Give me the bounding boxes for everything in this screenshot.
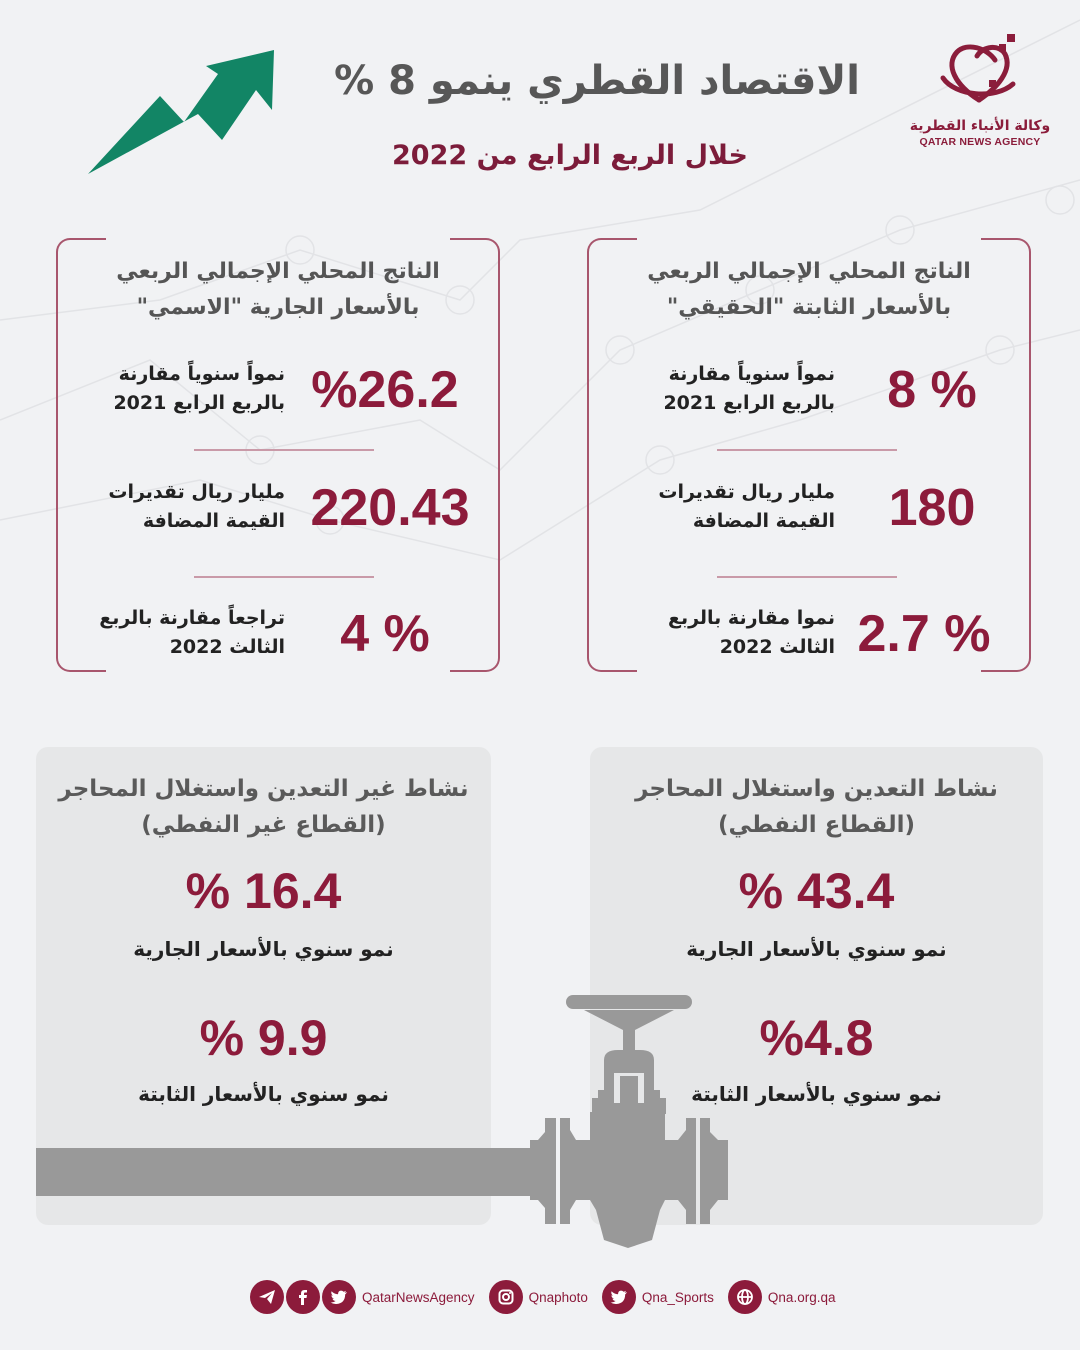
oil-sector-card (590, 747, 1043, 1225)
stat-value: 8 % (887, 361, 977, 419)
stat-value: %26.2 (311, 361, 459, 419)
social-handle-qnaphoto[interactable]: Qnaphoto (528, 1289, 588, 1305)
divider (194, 449, 374, 451)
stat-row (56, 594, 500, 674)
stat-value: 4 % (340, 605, 430, 663)
twitter-icon[interactable] (322, 1280, 356, 1314)
title-line-2: بالأسعار الثابتة "الحقيقي" (666, 295, 952, 320)
desc-line-1: مليار ريال تقديرات (108, 481, 285, 503)
social-footer (250, 1279, 849, 1315)
divider (717, 576, 897, 578)
desc-line-2: الثالث 2022 (719, 636, 835, 658)
desc-line-1: نمواً سنوياً مقارنة (668, 363, 835, 385)
stat-row (587, 594, 1031, 674)
qna-logo (905, 30, 1055, 160)
desc-line-2: بالربع الرابع 2021 (113, 392, 285, 414)
desc-line-1: تراجعاً مقارنة بالربع (99, 607, 285, 629)
logo-name-arabic: وكالة الأنباء القطرية (909, 118, 1051, 134)
title-line-2: بالأسعار الجارية "الاسمي" (136, 295, 420, 320)
stat-row (56, 350, 500, 430)
constant-growth-value: % 9.9 (199, 1010, 328, 1066)
stat-description (99, 604, 285, 662)
stat-description (668, 604, 835, 662)
stat-value: 180 (888, 479, 976, 537)
desc-line-2: الثالث 2022 (169, 636, 285, 658)
current-growth-label: نمو سنوي بالأسعار الجارية (133, 937, 394, 961)
divider (194, 576, 374, 578)
constant-growth-label: نمو سنوي بالأسعار الثابتة (691, 1082, 942, 1106)
desc-line-1: نمواً سنوياً مقارنة (118, 363, 285, 385)
title-line-1: الناتج المحلي الإجمالي الربعي (647, 259, 971, 284)
divider (717, 449, 897, 451)
desc-line-1: نموا مقارنة بالربع (667, 607, 835, 629)
gdp-nominal-title (76, 254, 480, 326)
trend-up-arrow-icon (88, 48, 278, 178)
logo-name-english: QATAR NEWS AGENCY (919, 136, 1041, 148)
instagram-icon[interactable] (489, 1280, 523, 1314)
stat-value: 220.43 (310, 479, 470, 537)
telegram-icon[interactable] (250, 1280, 284, 1314)
globe-icon[interactable] (728, 1280, 762, 1314)
current-growth-value: % 43.4 (738, 863, 895, 919)
twitter-icon[interactable] (602, 1280, 636, 1314)
stat-value: 2.7 % (857, 605, 991, 663)
stat-row (587, 468, 1031, 548)
stat-description (108, 478, 285, 536)
facebook-icon[interactable] (286, 1280, 320, 1314)
title-line-1: الناتج المحلي الإجمالي الربعي (116, 259, 440, 284)
non-oil-sector-title (46, 771, 481, 843)
gdp-real-title (607, 254, 1011, 326)
stat-description (663, 360, 835, 418)
website-link[interactable]: Qna.org.qa (767, 1289, 836, 1305)
stat-description (658, 478, 835, 536)
title-line-2: (القطاع غير النفطي) (141, 812, 386, 838)
non-oil-sector-card (36, 747, 491, 1225)
current-growth-value: % 16.4 (185, 863, 342, 919)
gdp-real-card (587, 238, 1031, 672)
desc-line-2: القيمة المضافة (142, 510, 285, 532)
social-handle-qatarnewsagency[interactable]: QatarNewsAgency (362, 1289, 475, 1305)
qna-emblem-icon (935, 30, 1025, 110)
stat-row (587, 350, 1031, 430)
page-subtitle: خلال الربع الرابع من 2022 (392, 140, 748, 171)
oil-sector-title (600, 771, 1033, 843)
desc-line-2: بالربع الرابع 2021 (663, 392, 835, 414)
desc-line-1: مليار ريال تقديرات (658, 481, 835, 503)
stat-row (56, 468, 500, 548)
stat-description (113, 360, 285, 418)
constant-growth-value: %4.8 (759, 1010, 874, 1066)
constant-growth-label: نمو سنوي بالأسعار الثابتة (138, 1082, 389, 1106)
current-growth-label: نمو سنوي بالأسعار الجارية (686, 937, 947, 961)
desc-line-2: القيمة المضافة (692, 510, 835, 532)
page-title: الاقتصاد القطري ينمو 8 % (334, 58, 860, 104)
title-line-2: (القطاع النفطي) (718, 812, 915, 838)
title-line-1: نشاط التعدين واستغلال المحاجر (635, 776, 998, 802)
title-line-1: نشاط غير التعدين واستغلال المحاجر (58, 776, 469, 802)
social-handle-qna-sports[interactable]: Qna_Sports (641, 1289, 714, 1305)
gdp-nominal-card (56, 238, 500, 672)
